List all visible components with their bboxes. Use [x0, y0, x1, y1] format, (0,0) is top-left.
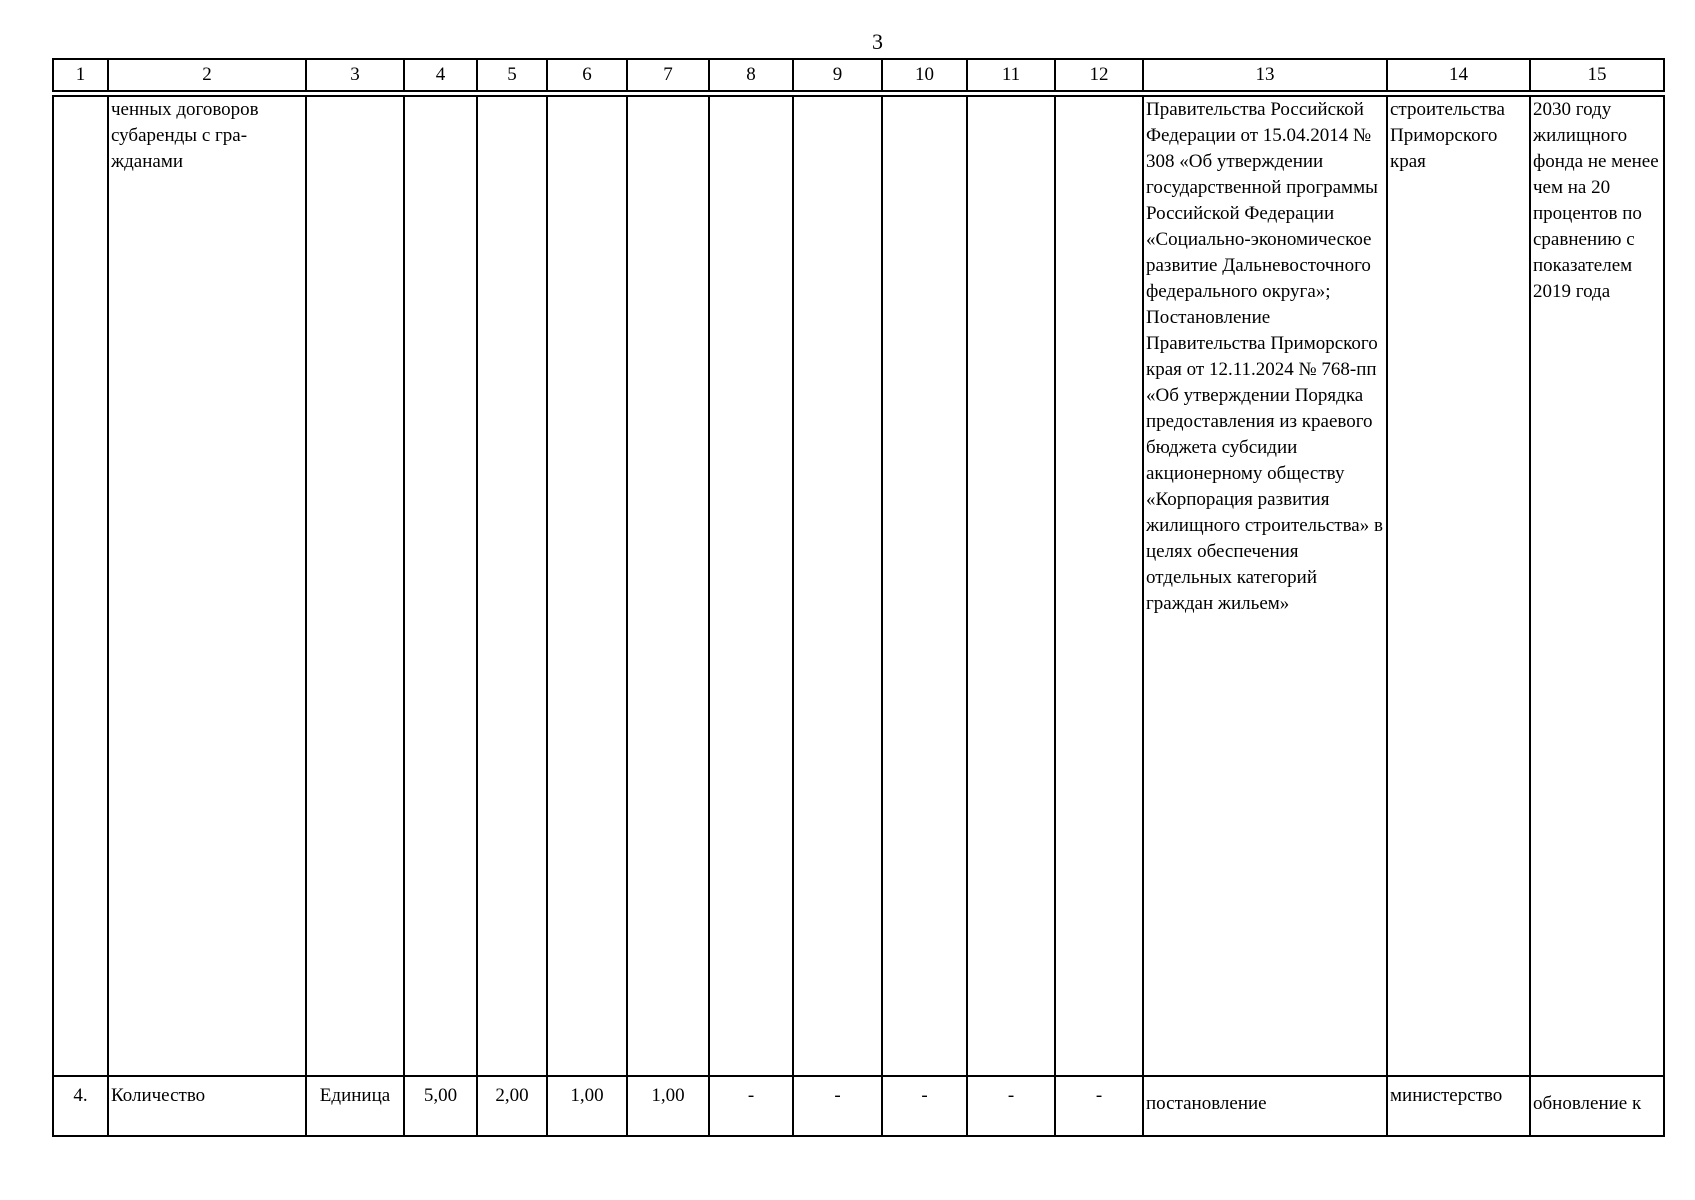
header-cell: 1	[53, 59, 108, 91]
header-cell: 15	[1530, 59, 1664, 91]
header-cell: 11	[967, 59, 1055, 91]
header-cell: 14	[1387, 59, 1530, 91]
cell-legal-basis: постановление	[1143, 1076, 1387, 1136]
cell-responsible: строительства Приморского края	[1387, 96, 1530, 1076]
header-cell: 13	[1143, 59, 1387, 91]
page-number: 3	[872, 29, 883, 54]
table-row	[53, 96, 1664, 1076]
cell-value: -	[967, 1076, 1055, 1136]
cell-responsible: министерство	[1387, 1076, 1530, 1136]
cell-value	[1055, 96, 1143, 1076]
header-cell: 10	[882, 59, 967, 91]
cell-value	[404, 96, 477, 1076]
cell-value	[882, 96, 967, 1076]
cell-value: -	[793, 1076, 882, 1136]
cell-goal-link: обновление к	[1530, 1076, 1664, 1136]
header-cell: 12	[1055, 59, 1143, 91]
cell-value: 2,00	[477, 1076, 547, 1136]
header-cell: 7	[627, 59, 709, 91]
header-cell: 5	[477, 59, 547, 91]
cell-value: -	[709, 1076, 793, 1136]
cell-value	[793, 96, 882, 1076]
cell-unit	[306, 96, 404, 1076]
cell-unit: Единица	[306, 1076, 404, 1136]
cell-legal-basis: Правительства Российской Федерации от 15.04.2014 № 308 «Об утверждении государственной программы Российской Федерации «Социально-экономическое развитие Дальневосточного федерального округа»; Постановление Правительства Приморского края от 12.11.2024 № 768-пп «Об утверждении Порядка предоставления из краевого бюджета субсидии акционерному обществу «Корпорация развития жилищного строительства» в целях обеспечения отдельных категорий граждан жильем»	[1143, 96, 1387, 1076]
cell-number	[53, 96, 108, 1076]
header-cell: 8	[709, 59, 793, 91]
indicators-table	[52, 58, 1665, 1137]
cell-value	[967, 96, 1055, 1076]
header-cell: 2	[108, 59, 306, 91]
table-row	[53, 1076, 1664, 1136]
header-cell: 9	[793, 59, 882, 91]
cell-value: -	[882, 1076, 967, 1136]
cell-value: 1,00	[547, 1076, 627, 1136]
cell-value	[709, 96, 793, 1076]
cell-value: 1,00	[627, 1076, 709, 1136]
header-cell: 3	[306, 59, 404, 91]
cell-goal-link: 2030 году жилищного фонда не менее чем на 20 процентов по сравнению с показателем 2019 года	[1530, 96, 1664, 1076]
cell-value	[547, 96, 627, 1076]
header-row	[53, 59, 1664, 91]
cell-indicator-name: ченных договоров субаренды с гра-жданами	[108, 96, 306, 1076]
cell-value	[627, 96, 709, 1076]
cell-value: -	[1055, 1076, 1143, 1136]
cell-number: 4.	[53, 1076, 108, 1136]
cell-indicator-name: Количество	[108, 1076, 306, 1136]
header-cell: 4	[404, 59, 477, 91]
header-cell: 6	[547, 59, 627, 91]
cell-value	[477, 96, 547, 1076]
cell-value: 5,00	[404, 1076, 477, 1136]
